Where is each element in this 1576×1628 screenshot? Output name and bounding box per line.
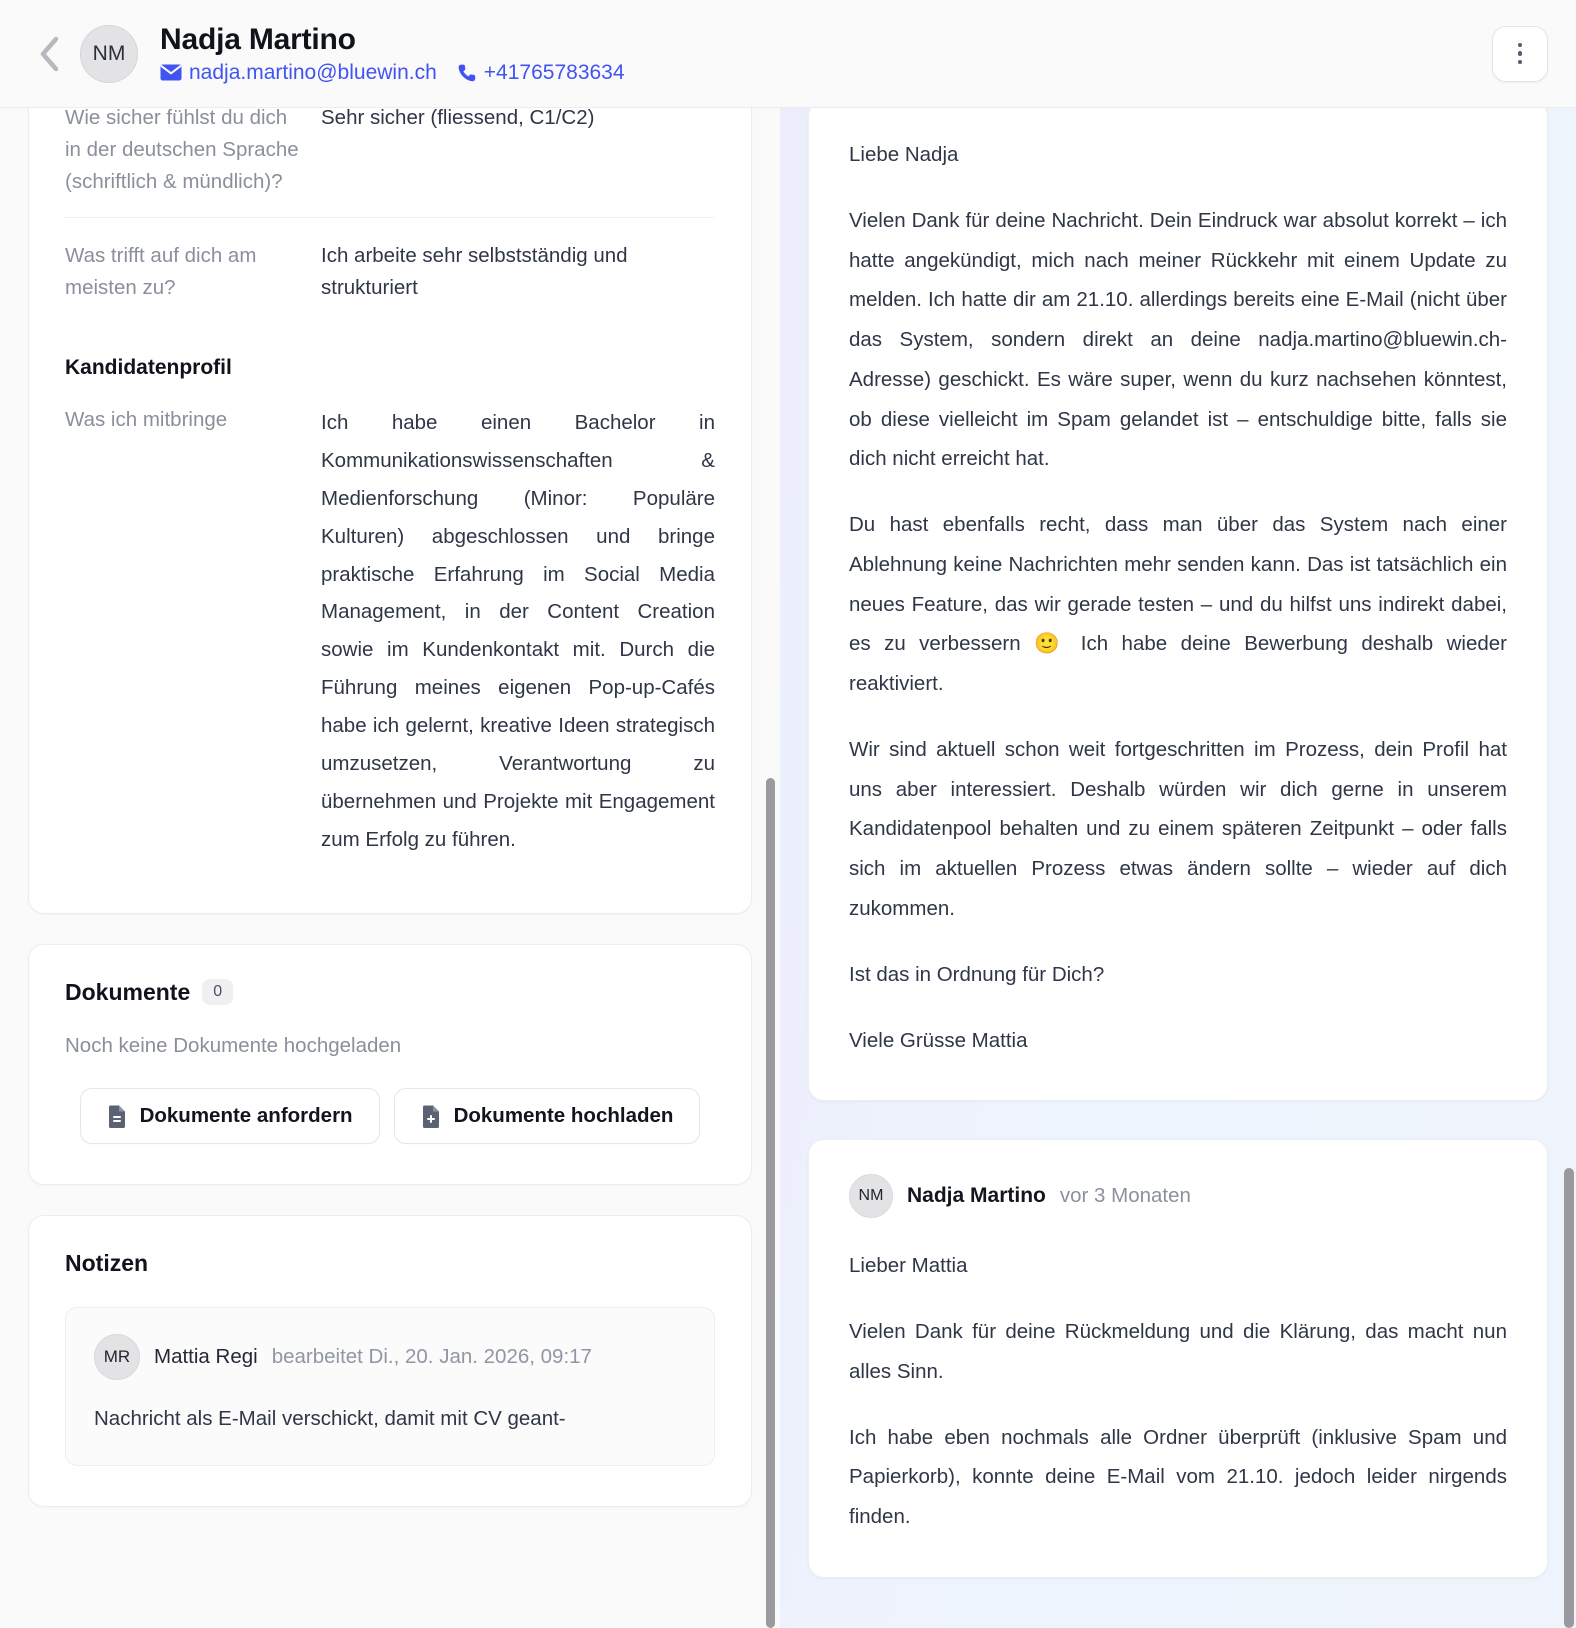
note-timestamp: bearbeitet Di., 20. Jan. 2026, 09:17 [271, 1344, 592, 1368]
documents-empty-text: Noch keine Dokumente hochgeladen [65, 1033, 402, 1057]
qa-answer: Ich habe einen Bachelor in Kommunikationswissenschaften & Medienforschung (Minor: Populäre Kulturen) abgeschlossen und bringe praktische Erfahrung im Social Media Management, in der Content Creation sowie im Kundenkontakt mit. Durch die Führung meines eigenen Pop-up-Cafés habe ich gelernt, kreative Ideen strategisch umzusetzen, Verantwortung zu übernehmen und Projekte mit Engagement zum Erfolg zu führen. [321, 410, 715, 851]
message-paragraph: Lieber Mattia [849, 1254, 968, 1278]
documents-card [28, 944, 752, 1185]
avatar: NM [849, 1174, 893, 1218]
chevron-left-icon [38, 36, 60, 72]
notes-title: Notizen [65, 1249, 149, 1276]
message-timestamp: vor 3 Monaten [1059, 1184, 1191, 1208]
message-paragraph: Ist das in Ordnung für Dich? [849, 962, 1105, 986]
profile-header [0, 0, 1576, 108]
notes-card [28, 1215, 752, 1507]
contact-links [160, 61, 625, 85]
list-item[interactable] [65, 1307, 715, 1466]
documents-actions [65, 1088, 715, 1144]
message-paragraph: Viele Grüsse Mattia [849, 1028, 1028, 1052]
message-paragraph: Ich habe eben nochmals alle Ordner überprüft (inklusive Spam und Papierkorb), konnte deine E-Mail vom 21.10. jedoch leider nirgends finden. [849, 1425, 1507, 1529]
documents-header [65, 979, 715, 1006]
request-documents-label: Dokumente anfordern [139, 1103, 353, 1127]
candidate-profile-card [28, 108, 752, 914]
page-title: Nadja Martino [160, 22, 356, 56]
request-documents-button[interactable] [80, 1088, 380, 1144]
upload-documents-label: Dokumente hochladen [453, 1103, 674, 1127]
documents-title: Dokumente [65, 978, 191, 1005]
message-paragraph: Liebe Nadja [849, 143, 959, 166]
right-scrollbar-thumb[interactable] [1564, 1168, 1574, 1628]
phone-link[interactable] [457, 61, 625, 85]
envelope-icon [160, 64, 182, 81]
note-author: Mattia Regi [154, 1344, 258, 1368]
qa-row [65, 108, 715, 217]
avatar: NM [80, 25, 138, 83]
email-link[interactable] [160, 61, 437, 85]
more-options-button[interactable] [1492, 26, 1548, 82]
candidate-detail-panel [0, 108, 780, 1628]
qa-answer: Ich arbeite sehr selbstständig und strukturiert [321, 244, 628, 300]
email-address: nadja.martino@bluewin.ch [189, 60, 437, 84]
qa-row [65, 217, 715, 324]
left-scrollbar-thumb[interactable] [766, 778, 775, 1628]
conversation-panel [780, 108, 1576, 1628]
message-author: Nadja Martino [907, 1184, 1046, 1208]
documents-count-badge: 0 [202, 979, 233, 1005]
phone-icon [457, 63, 477, 83]
header-text-block [160, 23, 625, 85]
note-header [94, 1334, 686, 1380]
qa-question: Was ich mitbringe [65, 407, 228, 431]
message-header [849, 1174, 1507, 1218]
content-area [0, 108, 1576, 1628]
qa-question: Was trifft auf dich am meisten zu? [65, 244, 257, 300]
qa-question: Wie sicher fühlst du dich in der deutschen Sprache (schriftlich & mündlich)? [65, 108, 299, 193]
note-body: Nachricht als E-Mail verschickt, damit mit CV geant- [94, 1406, 566, 1430]
message-paragraph: Vielen Dank für deine Nachricht. Dein Eindruck war absolut korrekt – ich hatte angekündigt, mich nach meiner Rückkehr mit einem Update zu melden. Ich hatte dir am 21.10. allerdings bereits eine E-Mail (nicht über das System, sondern direkt an deine nadja.martino@bluewin.ch-Adresse) geschickt. Es wäre super, wenn du kurz nachsehen könntest, ob diese vielleicht im Spam gelandet ist – entschuldige bitte, falls sie dich nicht erreicht hat. [849, 208, 1507, 471]
message-paragraph: Wir sind aktuell schon weit fortgeschritten im Prozess, dein Profil hat uns aber interessiert. Deshalb würden wir dich gerne in unserem Kandidatenpool behalten und zu einem späteren Zeitpunkt – oder falls sich im aktuellen Prozess etwas ändern sollte – wieder auf dich zukommen. [849, 737, 1507, 921]
kebab-menu-icon [1518, 43, 1523, 65]
file-icon [107, 1104, 127, 1128]
message-paragraph: Du hast ebenfalls recht, dass man über das System nach einer Ablehnung keine Nachrichten mehr senden kann. Das ist tatsächlich ein neues Feature, das wir gerade testen – und du hilfst uns indirekt dabei, es zu verbessern 🙂 Ich habe deine Bewerbung deshalb wieder reaktiviert. [849, 513, 1507, 696]
back-button[interactable] [32, 32, 66, 76]
message-card [808, 108, 1548, 1101]
qa-row [65, 384, 715, 879]
file-plus-icon [421, 1104, 441, 1128]
qa-answer: Sehr sicher (fliessend, C1/C2) [321, 108, 595, 129]
phone-number: +41765783634 [483, 60, 625, 84]
message-paragraph: Vielen Dank für deine Rückmeldung und die Klärung, das macht nun alles Sinn. [849, 1320, 1507, 1383]
section-heading-kandidatenprofil: Kandidatenprofil [65, 355, 232, 379]
avatar: MR [94, 1334, 140, 1380]
upload-documents-button[interactable] [394, 1088, 701, 1144]
message-card [808, 1139, 1548, 1578]
